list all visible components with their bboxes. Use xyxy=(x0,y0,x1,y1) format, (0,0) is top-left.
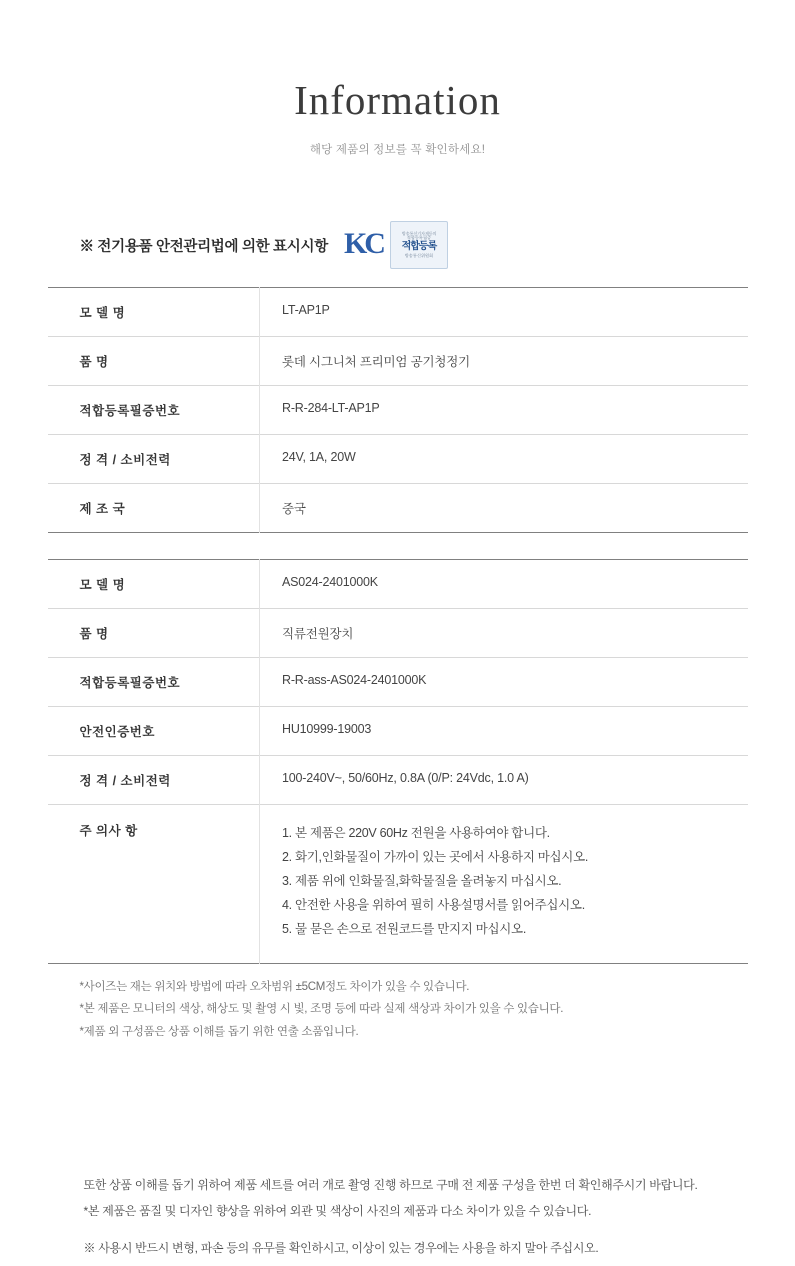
table-row xyxy=(48,386,748,435)
table-row xyxy=(48,484,748,533)
row-value: 24V, 1A, 20W xyxy=(282,450,356,465)
list-item: 1. 본 제품은 220V 60Hz 전원을 사용하여야 합니다. xyxy=(282,826,550,841)
row-value: 중국 xyxy=(282,502,306,517)
footnote-line: *제품 외 구성품은 상품 이해를 돕기 위한 연출 소품입니다. xyxy=(79,1025,359,1038)
row-value: R-R-ass-AS024-2401000K xyxy=(282,673,427,688)
notice-text: ※ 전기용품 안전관리법에 의한 표시시항 xyxy=(79,238,328,255)
list-item: 4. 안전한 사용을 위하여 필히 사용설명서를 읽어주십시오. xyxy=(282,898,585,913)
list-item: 5. 물 묻은 손으로 전원코드를 만지지 마십시오. xyxy=(282,922,526,937)
row-label: 안전인증번호 xyxy=(48,707,260,756)
row-label: 정 격 / 소비전력 xyxy=(48,435,260,484)
kc-badge-line4: 방송통신위원회 xyxy=(404,253,434,259)
spec-table-product xyxy=(48,287,748,533)
row-label: 제 조 국 xyxy=(48,484,260,533)
row-label: 주 의사 항 xyxy=(48,805,260,964)
bottom-note-line: ※ 사용시 반드시 변형, 파손 등의 유무를 확인하시고, 이상이 있는 경우에는 사용을 하지 말아 주십시오. xyxy=(83,1241,599,1256)
kc-certification-badge-icon xyxy=(390,221,448,269)
row-label: 품 명 xyxy=(48,337,260,386)
footnotes xyxy=(48,978,748,1041)
page-title: Information xyxy=(294,77,501,123)
row-value: 롯데 시그니처 프리미엄 공기청정기 xyxy=(282,355,470,370)
table-row xyxy=(48,609,748,658)
kc-badge-line2: 적합등록필증 xyxy=(406,235,432,241)
table-row xyxy=(48,658,748,707)
footnote-line: *사이즈는 재는 위치와 방법에 따라 오차범위 ±5CM정도 차이가 있을 수 있습니다. xyxy=(79,981,470,994)
table-row xyxy=(48,435,748,484)
kc-badge-line3: 적합등록 xyxy=(401,240,437,252)
row-label: 모 델 명 xyxy=(48,560,260,609)
kc-badge-line1: 방송통신기자재등의 xyxy=(401,230,437,236)
table-row xyxy=(48,756,748,805)
row-value: AS024-2401000K xyxy=(282,575,378,590)
certification-marks xyxy=(344,221,448,269)
row-value: 100-240V~, 50/60Hz, 0.8A (0/P: 24Vdc, 1.0 A) xyxy=(282,771,529,786)
row-value xyxy=(260,805,748,964)
kc-logo-icon: KC xyxy=(343,227,383,261)
list-item: 2. 화기,인화물질이 가까이 있는 곳에서 사용하지 마십시오. xyxy=(282,850,589,865)
page-subtitle: 해당 제품의 정보를 꼭 확인하세요! xyxy=(309,144,486,157)
caution-list xyxy=(282,821,732,941)
row-label: 정 격 / 소비전력 xyxy=(48,756,260,805)
bottom-note-line: *본 제품은 품질 및 디자인 향상을 위하여 외관 및 색상이 사진의 제품과 다소 차이가 있을 수 있습니다. xyxy=(83,1204,592,1219)
row-value: HU10999-19003 xyxy=(282,722,372,737)
bottom-note-line: 또한 상품 이해를 돕기 위하여 제품 세트를 여러 개로 촬영 진행 하므로 구매 전 제품 구성을 한번 더 확인해주시기 바랍니다. xyxy=(83,1178,698,1192)
page-header xyxy=(0,0,795,157)
row-label: 적합등록필증번호 xyxy=(48,658,260,707)
list-item: 3. 제품 위에 인화물질,화학물질을 올려놓지 마십시오. xyxy=(282,874,562,889)
notice-row xyxy=(48,157,748,269)
row-value: R-R-284-LT-AP1P xyxy=(282,401,380,416)
table-row-caution xyxy=(48,805,748,964)
footnote-line: *본 제품은 모니터의 색상, 해상도 및 촬영 시 빛, 조명 등에 따라 실제 색상과 차이가 있을 수 있습니다. xyxy=(79,1003,564,1016)
row-label: 품 명 xyxy=(48,609,260,658)
table-row xyxy=(48,560,748,609)
table-row xyxy=(48,337,748,386)
table-row xyxy=(48,288,748,337)
table-row xyxy=(48,707,748,756)
bottom-notes xyxy=(48,1176,748,1266)
row-value: 직류전원장치 xyxy=(282,627,354,642)
row-value: LT-AP1P xyxy=(282,303,330,318)
row-label: 모 델 명 xyxy=(48,288,260,337)
row-label: 적합등록필증번호 xyxy=(48,386,260,435)
spec-table-adapter xyxy=(48,559,748,964)
